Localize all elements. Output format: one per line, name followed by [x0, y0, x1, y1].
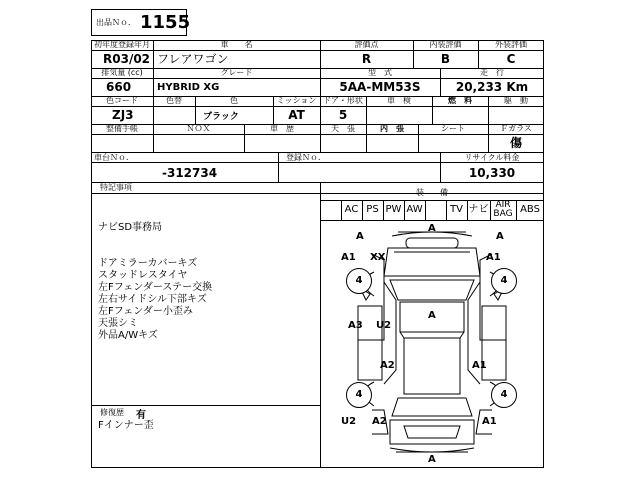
mark-a2-center: A2: [380, 360, 395, 371]
label-drive: 駆 動: [504, 96, 528, 105]
tire-rear-left: 4: [346, 382, 372, 408]
reg-date: R03/02: [103, 52, 151, 66]
grade: HYBRID XG: [157, 82, 220, 93]
label-interior: 内装評価: [429, 40, 462, 49]
equip-ps: PS: [366, 204, 379, 215]
note-line: 天張シミ: [98, 318, 138, 329]
note-line: 左右サイドシル下部キズ: [98, 294, 207, 305]
lot-number-box: [91, 9, 191, 36]
label-interior-trim: 内 張: [380, 124, 404, 133]
mark-a1-right-door: A1: [472, 360, 487, 371]
recycle-fee: 10,330: [468, 166, 516, 180]
label-doors: ドア・形状: [323, 96, 363, 105]
mark-u2-rear: U2: [341, 416, 357, 427]
equip-pw: PW: [385, 204, 402, 215]
mark-a2-rear: A2: [372, 416, 387, 427]
mark-front-left: A: [356, 231, 364, 242]
label-headliner: 天 張: [331, 124, 355, 133]
label-displacement: 排気量 (cc): [101, 68, 143, 77]
equip-abs: ABS: [520, 204, 540, 215]
label-f-glass: Ｆガラス: [500, 124, 532, 133]
label-seat: シート: [441, 124, 465, 133]
label-score: 評価点: [354, 40, 379, 49]
mileage: 20,233 Km: [455, 80, 529, 94]
lot-number: 1155: [140, 12, 191, 33]
interior-grade: B: [440, 52, 451, 66]
label-grade: グレード: [220, 68, 253, 77]
displacement: 660: [106, 80, 132, 94]
mark-roof: A: [428, 310, 436, 321]
transmission: AT: [288, 108, 305, 122]
mark-a3: A3: [348, 320, 363, 331]
note-line: 外品A/Wキズ: [98, 330, 158, 341]
label-transmission: ミッション: [276, 96, 317, 105]
label-chassis-no: 車台Ｎｏ．: [94, 153, 134, 162]
lot-number-label: 出品Ｎｏ．: [96, 18, 136, 27]
mark-xx: XX: [370, 252, 386, 263]
label-fuel: 燃 料: [448, 96, 472, 105]
label-maintenance-book: 整備手帳: [106, 124, 138, 133]
chassis-no: -312734: [162, 166, 218, 180]
label-history: 車 歴: [270, 124, 294, 133]
label-model-code: 型 式: [368, 68, 392, 77]
note-line: スタッドレスタイヤ: [98, 270, 188, 281]
score: R: [361, 52, 372, 66]
mark-rear-center: A: [428, 454, 436, 465]
label-car-name: 車 名: [220, 40, 253, 49]
note-line: ナビSD事務局: [98, 222, 163, 233]
label-color-change: 色替: [166, 96, 182, 105]
exterior-grade: C: [506, 52, 516, 66]
doors: 5: [338, 108, 348, 122]
equipment-title: 装 備: [416, 188, 448, 197]
label-reg-date: 初年度登録年月: [94, 40, 150, 49]
color: ブラック: [203, 112, 239, 122]
label-color-code: 色コード: [106, 96, 138, 105]
note-line: 左Fフェンダーステー交換: [98, 282, 213, 293]
repair-history-value: 有: [136, 410, 146, 421]
tire-front-right: 4: [491, 268, 517, 294]
mark-a1-right-fender: A1: [486, 252, 501, 263]
equip-tv: TV: [450, 204, 463, 215]
repair-history-label: 修復歴: [100, 408, 124, 417]
color-code: ZJ3: [112, 108, 134, 122]
mark-a1-rear: A1: [482, 416, 497, 427]
mark-u2-left: U2: [376, 320, 392, 331]
label-mileage: 走 行: [480, 68, 504, 77]
equip-navi: ナビ: [468, 204, 489, 215]
f-glass: 傷: [509, 136, 522, 150]
label-recycle-fee: リサイクル料金: [464, 153, 520, 162]
notes-title: 特記事項: [100, 183, 132, 192]
tire-rear-right: 4: [491, 382, 517, 408]
equip-ac: AC: [344, 204, 359, 215]
repair-note: Fインナー歪: [98, 420, 154, 431]
car-name: フレアワゴン: [157, 52, 229, 66]
note-line: ドアミラーカバーキズ: [98, 258, 198, 269]
label-color: 色: [230, 96, 238, 105]
equip-airbag: AIR BAG: [493, 200, 513, 219]
note-line: 左Fフェンダー小歪み: [98, 306, 193, 317]
mark-front-center: A: [428, 223, 436, 234]
label-registration-no: 登録Ｎｏ．: [286, 153, 326, 162]
model-code: 5AA-MM53S: [339, 80, 421, 94]
label-inspection: 車 検: [387, 96, 411, 105]
mark-front-right: A: [496, 231, 504, 242]
label-nox: ＮＯＸ: [186, 124, 211, 133]
tire-front-left: 4: [346, 268, 372, 294]
label-exterior: 外装評価: [495, 40, 527, 49]
equip-aw: AW: [406, 204, 423, 215]
mark-a1-left-fender: A1: [341, 252, 356, 263]
